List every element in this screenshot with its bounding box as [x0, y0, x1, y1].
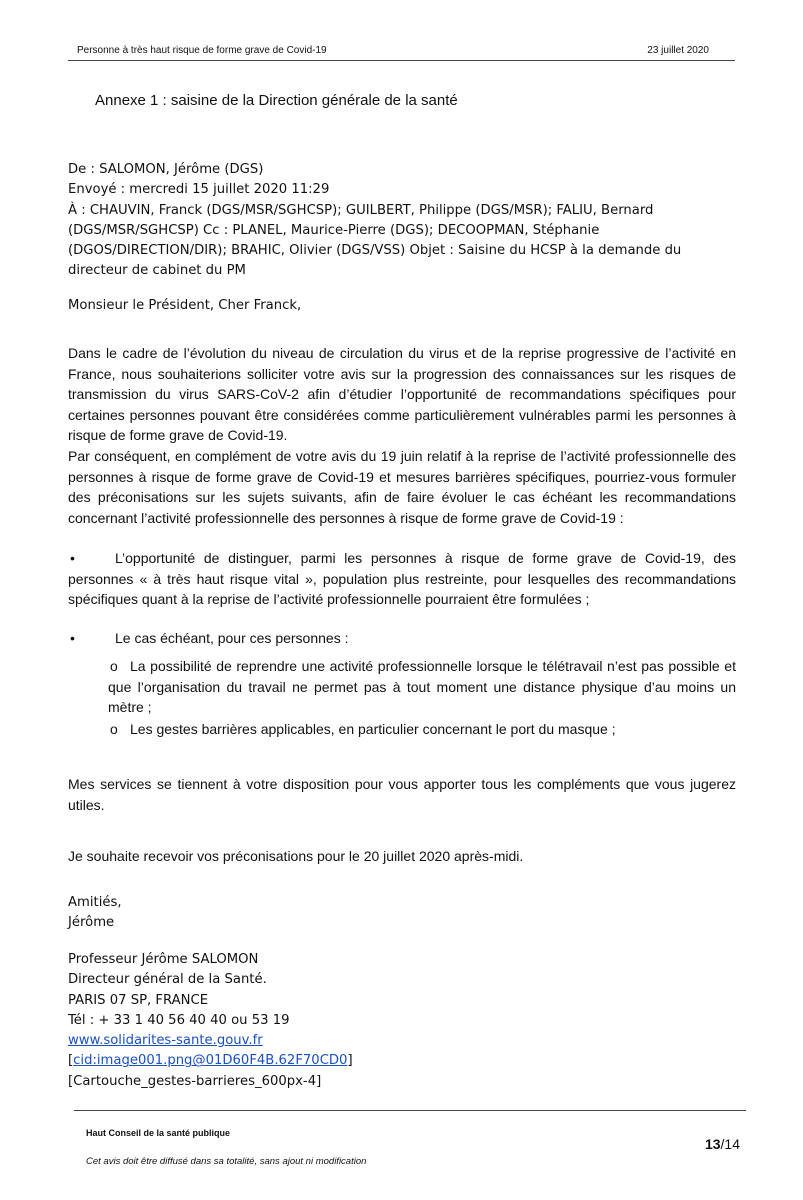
- sub-bullet-item: [108, 656, 736, 718]
- sub-bullet-text: La possibilité de reprendre une activité professionnelle lorsque le télétravail n’est pas possible et que l’organisation du travail ne permet pas à tout moment une distance physique d’au moins un mètre ;: [108, 658, 736, 715]
- email-sent: Envoyé : mercredi 15 juillet 2020 11:29: [68, 182, 330, 198]
- email-header: [68, 160, 736, 282]
- bullet-text: Le cas échéant, pour ces personnes :: [115, 630, 349, 646]
- email-recipients-line-4: directeur de cabinet du PM: [68, 263, 246, 279]
- closing-regards: Amitiés,: [68, 895, 122, 910]
- bullet-item: [68, 628, 736, 649]
- bullet-item: [68, 548, 736, 610]
- image-reference: [68, 1051, 736, 1071]
- paragraph-context: [68, 343, 736, 446]
- signature-phone: Tél : + 33 1 40 56 40 40 ou 53 19: [68, 1012, 290, 1028]
- sub-bullet-marker: o: [110, 658, 118, 674]
- paragraph-deadline: Je souhaite recevoir vos préconisations pour le 20 juillet 2020 après-midi.: [68, 848, 524, 864]
- bullet-marker: •: [70, 630, 75, 646]
- header-divider: [68, 60, 735, 61]
- email-recipients-line-1: À : CHAUVIN, Franck (DGS/MSR/SGHCSP); GUILBERT, Philippe (DGS/MSR); FALIU, Bernard: [68, 202, 654, 218]
- image-cid-link[interactable]: cid:image001.png@01D60F4B.62F70CD0: [73, 1053, 348, 1069]
- email-recipients-line-2: (DGS/MSR/SGHCSP) Cc : PLANEL, Maurice-Pierre (DGS); DECOOPMAN, Stéphanie: [68, 222, 600, 238]
- sub-bullet-item: [108, 719, 736, 740]
- page-current: 13: [704, 1136, 721, 1152]
- image-reference-close: ]: [347, 1053, 353, 1069]
- image-reference-open: [: [68, 1053, 74, 1069]
- footer-organization: Haut Conseil de la santé publique: [86, 1128, 231, 1138]
- page-number: [705, 1136, 740, 1152]
- closing: [68, 893, 736, 934]
- running-header-date: 23 juillet 2020: [647, 45, 709, 56]
- page-total: 14: [724, 1136, 740, 1152]
- cartouche-reference: [Cartouche_gestes-barrieres_600px-4]: [68, 1073, 322, 1089]
- page-separator: /: [720, 1136, 725, 1152]
- annex-title: Annexe 1 : saisine de la Direction générale de la santé: [95, 92, 458, 109]
- sub-bullet-marker: o: [110, 721, 118, 737]
- website-link[interactable]: www.solidarites-sante.gouv.fr: [68, 1033, 263, 1049]
- paragraph-request-text: Par conséquent, en complément de votre avis du 19 juin relatif à la reprise de l’activité professionnelle des personnes à risque de forme grave de Covid-19 et mesures barrières spécifiques, pourriez-vous formuler des préconisations sur les sujets suivants, afin de faire évoluer le cas échéant les recommandations concernant l’activité professionnelle des personnes à risque de forme grave de Covid-19 :: [68, 448, 736, 526]
- email-recipients-line-3: (DGOS/DIRECTION/DIR); BRAHIC, Olivier (DGS/VSS) Objet : Saisine du HCSP à la demande du: [68, 243, 682, 259]
- signature-block: [68, 950, 736, 1092]
- footer-divider: [74, 1110, 746, 1111]
- paragraph-request: [68, 446, 736, 528]
- bullet-text: L’opportunité de distinguer, parmi les personnes à risque de forme grave de Covid-19, des personnes « à très haut risque vital », population plus restreinte, pour lesquelles des recommandations spécifiques quant à la reprise de l’activité professionnelle pourraient être formulées ;: [68, 550, 736, 607]
- email-from: De : SALOMON, Jérôme (DGS): [68, 162, 264, 177]
- footer-disclaimer: Cet avis doit être diffusé dans sa totalité, sans ajout ni modification: [86, 1156, 367, 1167]
- bullet-marker: •: [70, 550, 75, 566]
- paragraph-availability-text: Mes services se tiennent à votre disposition pour vous apporter tous les compléments que vous jugerez utiles.: [68, 776, 736, 813]
- signature-address: PARIS 07 SP, FRANCE: [68, 992, 209, 1008]
- closing-first-name: Jérôme: [68, 915, 115, 931]
- signature-role: Directeur général de la Santé.: [68, 972, 267, 988]
- signature-name: Professeur Jérôme SALOMON: [68, 952, 259, 967]
- paragraph-availability: [68, 774, 736, 815]
- paragraph-context-text: Dans le cadre de l’évolution du niveau de circulation du virus et de la reprise progressive de l’activité en France, nous souhaiterions solliciter votre avis sur la progression des connaissances sur les risques de transmission du virus SARS-CoV-2 afin d’étudier l’opportunité de recommandations spécifiques pour certaines personnes pouvant être considérées comme particulièrement vulnérables parmi les personnes à risque de forme grave de Covid-19.: [68, 345, 736, 443]
- running-header-title: Personne à très haut risque de forme grave de Covid-19: [77, 45, 327, 56]
- sub-bullet-text: Les gestes barrières applicables, en particulier concernant le port du masque ;: [130, 721, 616, 737]
- salutation: Monsieur le Président, Cher Franck,: [68, 298, 302, 313]
